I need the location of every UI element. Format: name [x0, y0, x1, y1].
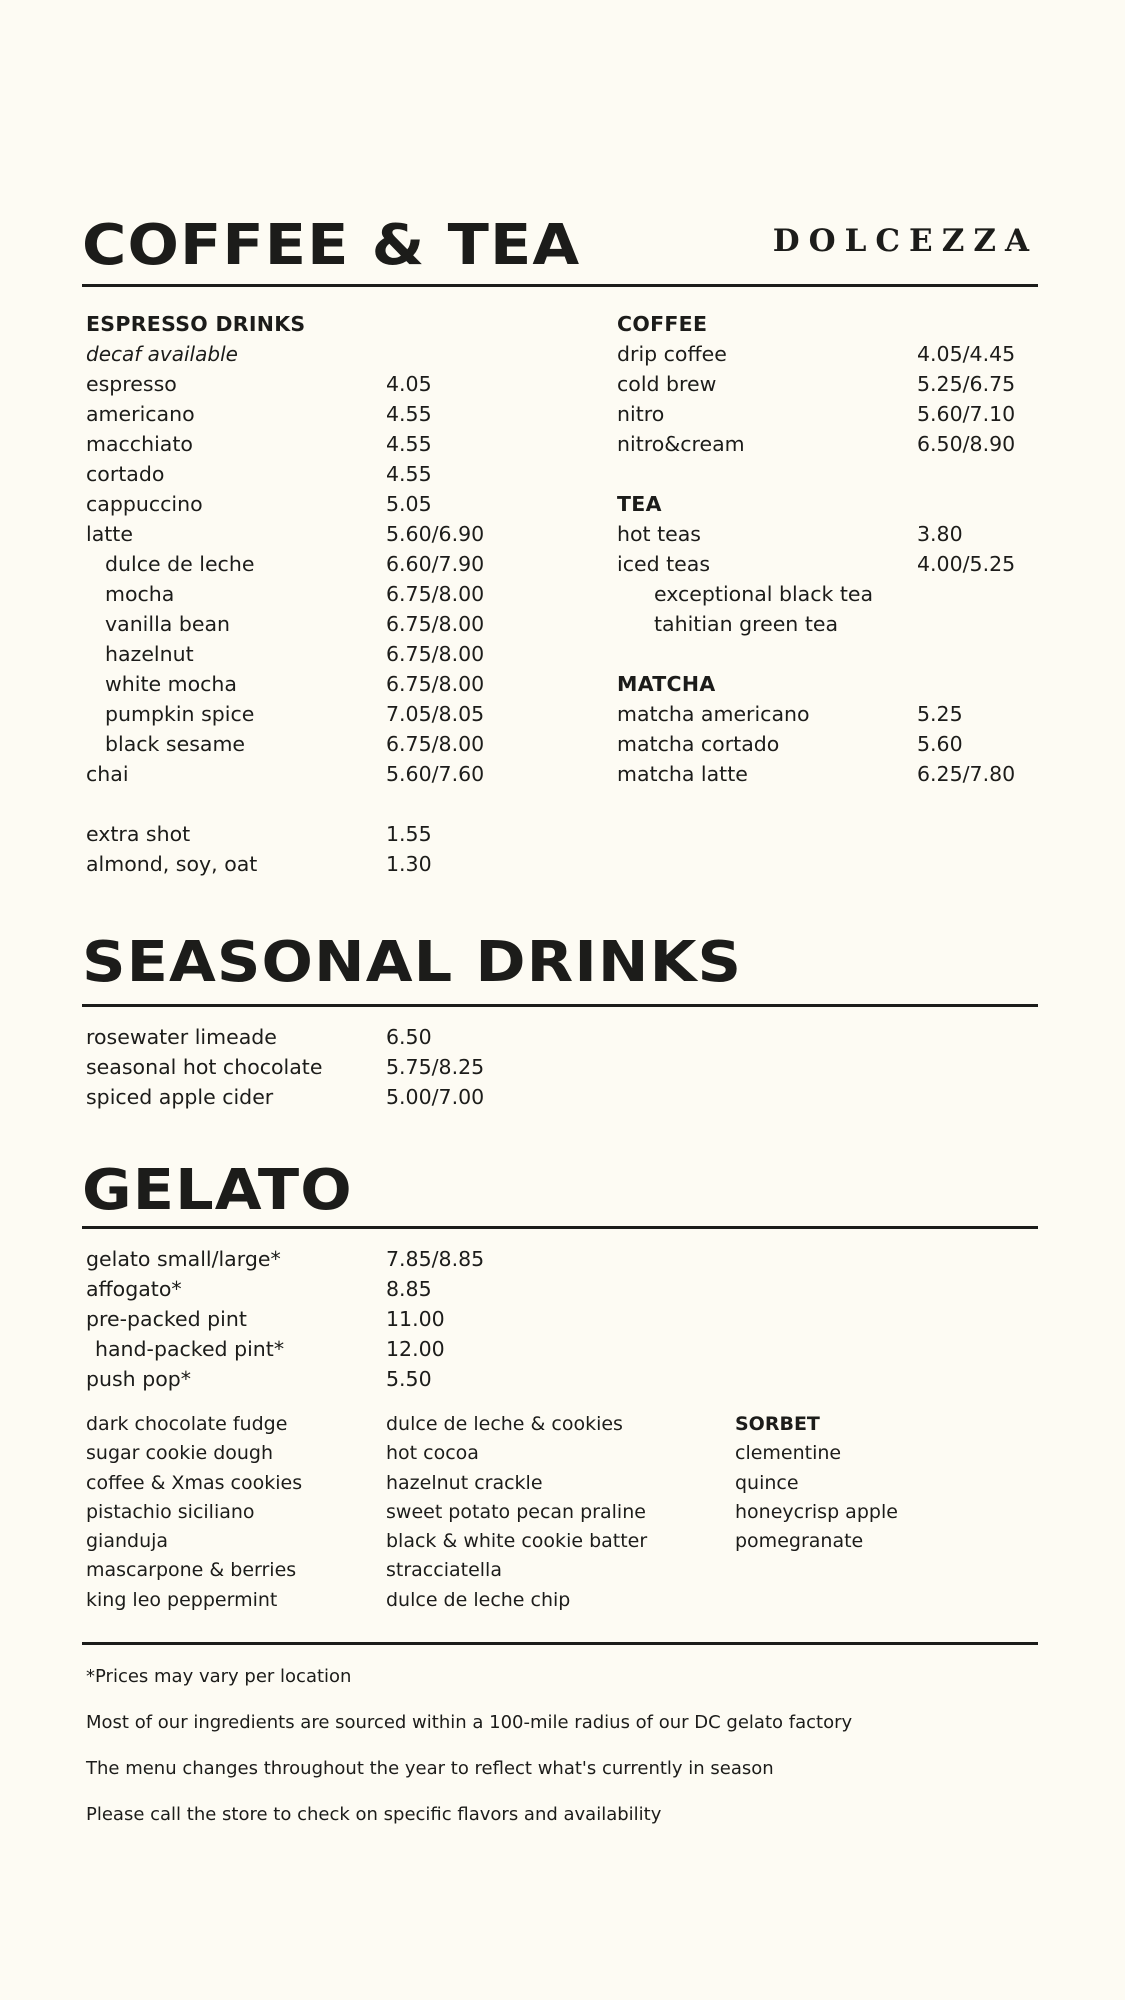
menu-item	[86, 1364, 586, 1394]
menu-item	[86, 519, 526, 549]
flavor-item: quince	[735, 1471, 799, 1494]
menu-item	[86, 1244, 586, 1274]
item-price: 6.75/8.00	[386, 642, 485, 666]
flavor-item: pistachio siciliano	[86, 1500, 255, 1523]
item-price: 8.85	[386, 1277, 432, 1301]
item-price: 6.75/8.00	[386, 582, 485, 606]
item-name: vanilla bean	[105, 612, 231, 636]
item-name: cortado	[86, 462, 165, 486]
menu-item	[86, 549, 526, 579]
divider-footer	[82, 1642, 1038, 1645]
extra-item	[86, 849, 526, 879]
menu-item	[86, 1022, 586, 1052]
gelato-title: GELATO	[82, 1158, 353, 1223]
item-price: 4.00/5.25	[917, 552, 1016, 576]
item-price: 5.50	[386, 1367, 432, 1391]
item-price: 4.55	[386, 432, 432, 456]
menu-item	[617, 399, 1047, 429]
item-name: cappuccino	[86, 492, 203, 516]
menu-item	[617, 519, 1047, 549]
item-price: 7.85/8.85	[386, 1247, 485, 1271]
item-name: white mocha	[105, 672, 237, 696]
item-price: 5.25/6.75	[917, 372, 1016, 396]
item-name: affogato*	[86, 1277, 182, 1301]
menu-item	[617, 759, 1047, 789]
item-name: extra shot	[86, 822, 191, 846]
item-name: rosewater limeade	[86, 1025, 277, 1049]
item-price: 4.05/4.45	[917, 342, 1016, 366]
flavor-item: sweet potato pecan praline	[386, 1500, 646, 1523]
item-price: 4.55	[386, 402, 432, 426]
menu-item	[86, 1304, 586, 1334]
item-name: matcha americano	[617, 702, 810, 726]
item-name: drip coffee	[617, 342, 727, 366]
menu-item	[86, 399, 526, 429]
flavor-item: black & white cookie batter	[386, 1530, 648, 1553]
flavor-item: pomegranate	[735, 1530, 864, 1553]
menu-item	[617, 369, 1047, 399]
item-name: mocha	[105, 582, 175, 606]
flavor-item: sugar cookie dough	[86, 1442, 274, 1465]
item-name: cold brew	[617, 372, 717, 396]
item-price: 6.75/8.00	[386, 612, 485, 636]
item-name: gelato small/large*	[86, 1247, 281, 1271]
menu-item	[86, 699, 526, 729]
menu-item	[617, 699, 1047, 729]
footer-line: Most of our ingredients are sourced within a 100-mile radius of our DC gelato factory	[86, 1712, 853, 1733]
divider-gelato	[82, 1226, 1038, 1229]
menu-item	[86, 609, 526, 639]
item-name: hot teas	[617, 522, 701, 546]
item-price: 5.75/8.25	[386, 1055, 485, 1079]
item-price: 6.50	[386, 1025, 432, 1049]
item-price: 5.60/7.10	[917, 402, 1016, 426]
matcha-heading: MATCHA	[617, 672, 716, 696]
flavor-item: gianduja	[86, 1530, 169, 1553]
item-name: tahitian green tea	[654, 612, 839, 636]
item-name: espresso	[86, 372, 177, 396]
sorbet-heading: SORBET	[735, 1413, 820, 1435]
item-price: 3.80	[917, 522, 963, 546]
menu-item	[617, 429, 1047, 459]
espresso-section	[86, 309, 526, 879]
menu-item	[86, 759, 526, 789]
item-price: 5.60	[917, 732, 963, 756]
item-price: 5.25	[917, 702, 963, 726]
gelato-section	[86, 1244, 586, 1394]
extra-item	[86, 819, 526, 849]
item-price: 5.00/7.00	[386, 1085, 485, 1109]
flavor-item: dark chocolate fudge	[86, 1413, 288, 1435]
menu-item	[86, 1052, 586, 1082]
item-name: macchiato	[86, 432, 193, 456]
item-price: 4.05	[386, 372, 432, 396]
item-name: exceptional black tea	[654, 582, 874, 606]
flavor-list-1	[86, 1410, 302, 1615]
item-price: 6.75/8.00	[386, 672, 485, 696]
menu-item	[86, 579, 526, 609]
item-name: seasonal hot chocolate	[86, 1055, 323, 1079]
item-name: spiced apple cider	[86, 1085, 274, 1109]
flavor-item: coffee & Xmas cookies	[86, 1471, 303, 1494]
item-price: 5.05	[386, 492, 432, 516]
menu-item	[86, 489, 526, 519]
flavor-item: mascarpone & berries	[86, 1559, 297, 1582]
flavor-item: dulce de leche chip	[386, 1588, 571, 1611]
item-price: 4.55	[386, 462, 432, 486]
tea-heading: TEA	[617, 492, 662, 516]
coffee-heading: COFFEE	[617, 312, 708, 336]
flavor-item: hazelnut crackle	[386, 1471, 543, 1494]
item-price: 12.00	[386, 1337, 445, 1361]
item-name: chai	[86, 762, 129, 786]
coffee-tea-matcha-section	[617, 309, 1047, 789]
item-price: 6.50/8.90	[917, 432, 1016, 456]
item-name: matcha cortado	[617, 732, 780, 756]
flavor-item: stracciatella	[386, 1559, 502, 1582]
item-price: 6.75/8.00	[386, 732, 485, 756]
menu-item	[86, 429, 526, 459]
divider-seasonal	[82, 1004, 1038, 1007]
item-price: 11.00	[386, 1307, 445, 1331]
menu-item	[86, 669, 526, 699]
item-price: 5.60/7.60	[386, 762, 485, 786]
seasonal-title: SEASONAL DRINKS	[82, 930, 743, 995]
item-price: 1.55	[386, 822, 432, 846]
menu-item	[617, 549, 1047, 579]
footer-line: Please call the store to check on specific flavors and availability	[86, 1804, 662, 1825]
flavor-list-2	[386, 1410, 647, 1615]
menu-item	[617, 339, 1047, 369]
item-name: americano	[86, 402, 195, 426]
menu-item	[86, 1334, 586, 1364]
item-price: 1.30	[386, 852, 432, 876]
seasonal-section	[86, 1022, 586, 1112]
item-name: nitro	[617, 402, 665, 426]
item-name: hazelnut	[105, 642, 194, 666]
menu-item	[617, 609, 1047, 639]
item-name: pre-packed pint	[86, 1307, 247, 1331]
flavor-item: hot cocoa	[386, 1442, 479, 1465]
item-name: iced teas	[617, 552, 711, 576]
menu-item	[86, 729, 526, 759]
brand-logo: DOLCEZZA	[772, 223, 1038, 259]
menu-item	[617, 579, 1047, 609]
menu-item	[86, 639, 526, 669]
item-price: 6.25/7.80	[917, 762, 1016, 786]
item-name: almond, soy, oat	[86, 852, 258, 876]
item-name: matcha latte	[617, 762, 748, 786]
item-name: latte	[86, 522, 133, 546]
menu-item	[86, 459, 526, 489]
footer-line: The menu changes throughout the year to reflect what's currently in season	[86, 1758, 774, 1779]
item-name: dulce de leche	[105, 552, 255, 576]
menu-item	[86, 1082, 586, 1112]
menu-item	[86, 369, 526, 399]
flavor-item: king leo peppermint	[86, 1588, 278, 1611]
flavor-item: dulce de leche & cookies	[386, 1413, 623, 1435]
item-price: 6.60/7.90	[386, 552, 485, 576]
menu-item	[86, 1274, 586, 1304]
sorbet-list	[735, 1410, 898, 1556]
flavor-item: clementine	[735, 1442, 842, 1465]
coffee-tea-title: COFFEE & TEA	[82, 213, 581, 278]
item-name: hand-packed pint*	[95, 1337, 285, 1361]
item-name: pumpkin spice	[105, 702, 255, 726]
espresso-heading: ESPRESSO DRINKS	[86, 312, 306, 336]
divider-coffee-tea	[82, 284, 1038, 287]
flavor-item: honeycrisp apple	[735, 1500, 898, 1523]
footer-line: *Prices may vary per location	[86, 1666, 352, 1687]
decaf-note: decaf available	[86, 342, 238, 366]
menu-item	[617, 729, 1047, 759]
item-price: 5.60/6.90	[386, 522, 485, 546]
item-name: push pop*	[86, 1367, 192, 1391]
item-price: 7.05/8.05	[386, 702, 485, 726]
item-name: black sesame	[105, 732, 246, 756]
item-name: nitro&cream	[617, 432, 745, 456]
